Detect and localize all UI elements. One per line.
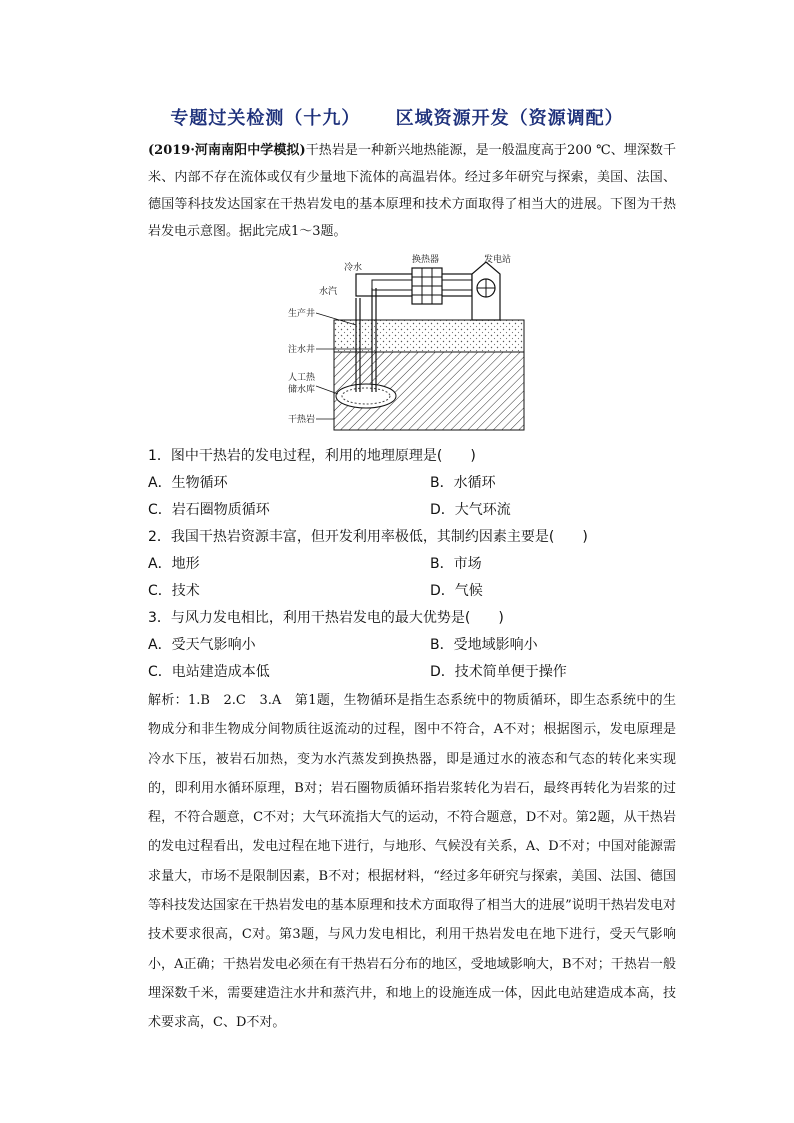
label-reservoir-2: 储水库	[288, 385, 316, 395]
label-production-well: 生产井	[288, 309, 316, 319]
label-dry-hot-rock: 干热岩	[288, 415, 316, 425]
title-left: 专题过关检测（十九）	[170, 108, 361, 129]
title-right: 区域资源开发（资源调配）	[395, 108, 624, 129]
heat-reservoir	[336, 384, 396, 408]
label-power-station: 发电站	[484, 255, 512, 265]
question-2-option-c: C．技术	[148, 583, 200, 599]
question-1-option-d: D．大气环流	[430, 502, 511, 518]
analysis-paragraph	[148, 686, 676, 1038]
question-2-option-a: A．地形	[148, 556, 200, 572]
question-3-option-d: D．技术简单便于操作	[430, 664, 567, 680]
question-2-option-b: B．市场	[430, 556, 482, 572]
intro-paragraph	[148, 137, 676, 245]
label-reservoir-1: 人工热	[288, 373, 316, 383]
question-3-option-b: B．受地域影响小	[430, 637, 538, 653]
question-1-option-b: B．水循环	[430, 475, 496, 491]
label-steam: 水汽	[319, 287, 338, 297]
question-3-option-a: A．受天气影响小	[148, 637, 256, 653]
dry-hot-rock-diagram	[274, 250, 534, 435]
label-heat-exchanger: 换热器	[412, 255, 440, 265]
question-1-option-c: C．岩石圈物质循环	[148, 502, 270, 518]
question-3-option-c: C．电站建造成本低	[148, 664, 270, 680]
question-2-stem: 2．我国干热岩资源丰富，但开发利用率极低，其制约因素主要是( )	[148, 529, 588, 545]
question-2-option-d: D．气候	[430, 583, 483, 599]
analysis-text: 解析：1.B 2.C 3.A 第1题，生物循环是指生态系统中的物质循环，即生态系统中的生物成分和非生物成分间物质往返流动的过程，图中不符合，A不对；根据图示，发电原理是冷水下压，被岩石加热，变为水汽蒸发到换热器，即是通过水的液态和气态的转化来实现的，即利用水循环原理，B对；岩石圈物质循环指岩浆转化为岩石，最终再转化为岩浆的过程，不符合题意，C不对；大气环流指大气的运动，不符合题意，D不对。第2题，从干热岩的发电过程看出，发电过程在地下进行，与地形、气候没有关系，A、D不对；中国对能源需求量大，市场不是限制因素，B不对；根据材料，“经过多年研究与探索，美国、法国、德国等科技发达国家在干热岩发电的基本原理和技术方面取得了相当大的进展”说明干热岩发电对技术要求很高，C对。第3题，与风力发电相比，利用干热岩发电在地下进行，受天气影响小，A正确；干热岩发电必须在有干热岩石分布的地区，受地域影响大，B不对；干热岩一般埋深数千米，需要建造注水井和蒸汽井，和地上的设施连成一体，因此电站建造成本高，技术要求高，C、D不对。	[148, 693, 676, 1031]
question-1-stem: 1．图中干热岩的发电过程，利用的地理原理是( )	[148, 448, 476, 464]
label-injection-well: 注水井	[288, 345, 316, 355]
intro-text: 干热岩是一种新兴地热能源，是一般温度高于200 ℃、埋深数千米、内部不存在流体或仅有少量地下流体的高温岩体。经过多年研究与探索，美国、法国、德国等科技发达国家在干热岩发电的基本原理和技术方面取得了相当大的进展。下图为干热岩发电示意图。据此完成1～3题。	[148, 143, 676, 239]
question-3-stem: 3．与风力发电相比，利用干热岩发电的最大优势是( )	[148, 610, 504, 626]
intro-source: (2019·河南南阳中学模拟)	[148, 143, 306, 158]
soil-layer	[334, 320, 524, 352]
label-cold-water: 冷水	[344, 263, 363, 273]
question-1-option-a: A．生物循环	[148, 475, 228, 491]
page-title	[0, 104, 794, 130]
